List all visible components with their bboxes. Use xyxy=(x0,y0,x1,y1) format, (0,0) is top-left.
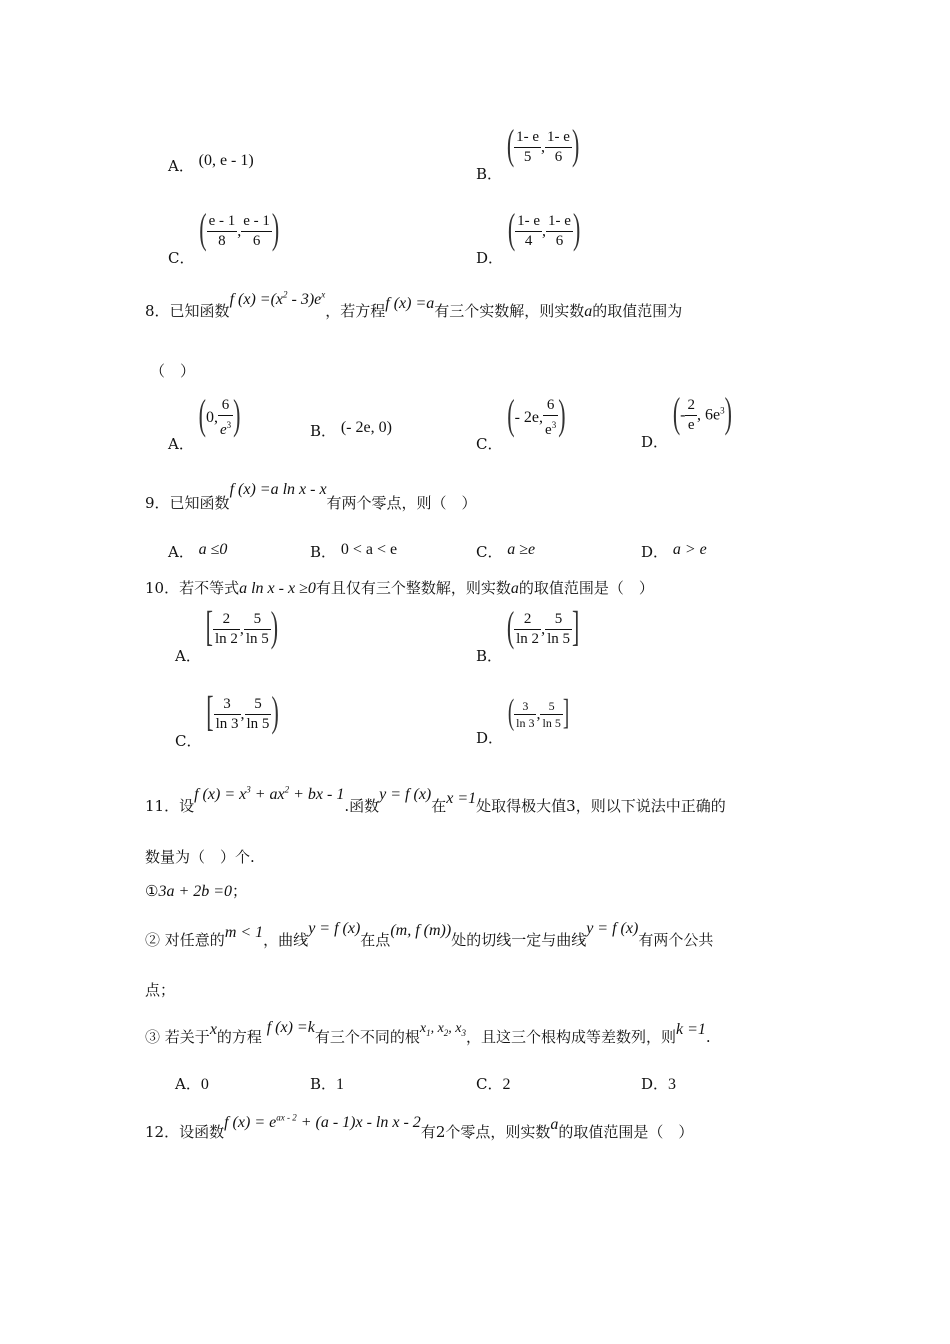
option-label: A． xyxy=(168,435,194,453)
option-label: B． xyxy=(476,646,503,665)
q10-stem: 10．若不等式a ln x - x ≥0有且仅有三个整数解，则实数a的取值范围是（ ） xyxy=(145,579,654,597)
q11-stem-cont: 数量为（ ）个. xyxy=(145,848,255,866)
option-label: B． xyxy=(310,422,337,440)
q8-answer-paren: （ ） xyxy=(150,362,196,380)
q10-option-b[interactable]: B． ( $\frac{2}{\ln 2}$ , $\frac{5}{\ln 5}$ ] xyxy=(476,601,580,665)
q9-stem: 9．已知函数f (x) =a ln x - x有两个零点，则（ ） xyxy=(145,481,477,512)
q11-statement-2: ② 对任意的m < 1，曲线y = f (x)在点(m, f (m))处的切线一定与曲线y = f (x)有两个公共 xyxy=(145,920,714,949)
option-label: D． xyxy=(476,728,504,747)
q8-option-d[interactable]: D． (- $\frac{2}{e}$ , $6e^3$) xyxy=(641,387,732,451)
q11-stem: 11．设f $(x) = x^3 + ax^2$ + bx - 1.函数y = f (x)在x =1处取得极大值3，则以下说法中正确的 xyxy=(145,784,726,815)
q10-option-a[interactable]: A． [ $\frac{2}{\ln 2}$ , $\frac{5}{\ln 5}$ ) xyxy=(175,601,279,665)
q9-option-c[interactable]: C． a ≥e xyxy=(476,541,536,561)
option-label: A． xyxy=(168,157,194,175)
option-label: D． xyxy=(476,248,504,267)
option-label: B． xyxy=(310,1075,337,1093)
option-label: C． xyxy=(476,1075,503,1093)
q8-option-c[interactable]: C． (- 2e, $\frac{6}{e^3}$ ) xyxy=(476,390,566,453)
option-label: A． xyxy=(175,646,201,665)
q11-option-d[interactable]: D．3 xyxy=(641,1075,677,1093)
q9-option-d[interactable]: D． a > e xyxy=(641,541,707,561)
q11-statement-2-cont: 点； xyxy=(145,981,176,999)
q9-option-a[interactable]: A． a ≤0 xyxy=(168,541,228,561)
option-label: C． xyxy=(476,435,503,453)
q12-stem: 12．设函数f $(x) = e^{ax - 2} + (a - 1)x - \ln x - 2$有2个零点，则实数a的取值范围是（ ） xyxy=(145,1112,694,1141)
q11-statement-3: ③ 若关于x的方程 f (x) =k有三个不同的根$x_1$, $x_2$, $x_3$，且这三个根构成等差数列，则k =1. xyxy=(145,1019,711,1046)
option-label: C． xyxy=(175,731,202,750)
option-math: (- 2e, 0) xyxy=(340,419,392,436)
q11-option-b[interactable]: B．1 xyxy=(310,1075,345,1093)
q10-option-d[interactable]: D． ( $\frac{3}{\ln 3}$ , $\frac{5}{\ln 5}$ ] xyxy=(476,692,570,747)
option-label: C． xyxy=(476,543,503,561)
q8-option-b[interactable] xyxy=(310,420,392,441)
option-label: B． xyxy=(476,164,503,183)
option-label: A． xyxy=(175,1075,201,1093)
q8-option-a[interactable]: A． (0, $\frac{6}{e^3}$ ) xyxy=(168,390,241,453)
option-label: D． xyxy=(641,543,669,561)
q7-option-c[interactable]: C． ( $\frac{e - 1}{8}$ , $\frac{e - 1}{6}$ ) xyxy=(168,203,280,267)
option-label: D． xyxy=(641,432,669,451)
option-label: A． xyxy=(168,543,194,561)
q7-option-b[interactable]: B． ( $\frac{1- e}{5}$ , $\frac{1- e}{6}$ ) xyxy=(476,119,580,183)
q7-option-a[interactable] xyxy=(168,152,254,176)
option-label: D． xyxy=(641,1075,669,1093)
q11-option-a[interactable]: A．0 xyxy=(175,1075,209,1093)
option-label: B． xyxy=(310,543,337,561)
q11-option-c[interactable]: C．2 xyxy=(476,1075,511,1093)
q9-option-b[interactable]: B． 0 < a < e xyxy=(310,541,398,561)
q10-option-c[interactable]: C． [ $\frac{3}{\ln 3}$ , $\frac{5}{\ln 5}$ ) xyxy=(175,686,279,750)
q7-option-d[interactable]: D． ( $\frac{1- e}{4}$ , $\frac{1- e}{6}$ ) xyxy=(476,203,581,267)
q8-stem: 8．已知函数f $(x) =(x^2 - 3)e^x$，若方程f (x) =a有三个实数解，则实数a的取值范围为 xyxy=(145,289,683,320)
q11-statement-1: ①3a + 2b =0； xyxy=(145,882,248,900)
option-math: (0, e - 1) xyxy=(198,152,254,169)
option-label: C． xyxy=(168,248,195,267)
